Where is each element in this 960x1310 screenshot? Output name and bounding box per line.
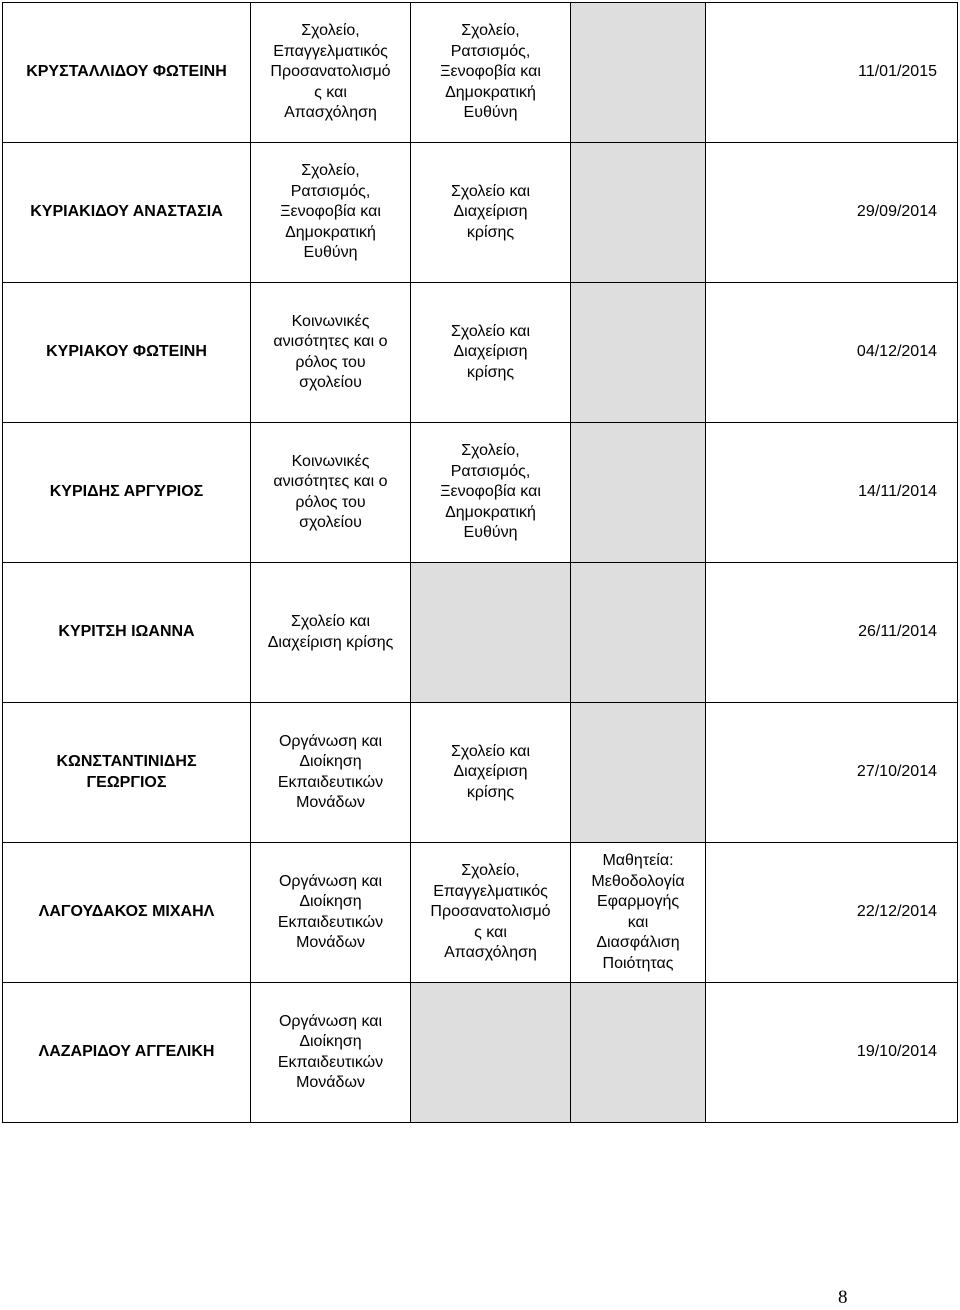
course-cell: Σχολείο, Ρατσισμός, Ξενοφοβία και Δημοκρατική Ευθύνη xyxy=(411,423,571,563)
table-row xyxy=(3,983,958,1123)
date-cell: 19/10/2014 xyxy=(706,983,958,1123)
course-cell: Σχολείο και Διαχείριση κρίσης xyxy=(411,143,571,283)
empty-cell xyxy=(571,3,706,143)
date-cell: 14/11/2014 xyxy=(706,423,958,563)
date-cell: 27/10/2014 xyxy=(706,703,958,843)
participant-name: ΚΥΡΙΤΣΗ ΙΩΑΝΝΑ xyxy=(3,563,251,703)
empty-cell xyxy=(571,983,706,1123)
course-cell: Σχολείο και Διαχείριση κρίσης xyxy=(251,563,411,703)
empty-cell xyxy=(571,703,706,843)
course-cell: Οργάνωση και Διοίκηση Εκπαιδευτικών Μονάδων xyxy=(251,703,411,843)
table-row xyxy=(3,843,958,983)
course-cell: Σχολείο και Διαχείριση κρίσης xyxy=(411,283,571,423)
empty-cell xyxy=(411,563,571,703)
date-cell: 29/09/2014 xyxy=(706,143,958,283)
empty-cell xyxy=(411,983,571,1123)
date-cell: 22/12/2014 xyxy=(706,843,958,983)
empty-cell xyxy=(571,563,706,703)
table-row xyxy=(3,283,958,423)
participant-name: ΚΥΡΙΑΚΙΔΟΥ ΑΝΑΣΤΑΣΙΑ xyxy=(3,143,251,283)
participant-name: ΚΥΡΙΑΚΟΥ ΦΩΤΕΙΝΗ xyxy=(3,283,251,423)
participant-name: ΛΑΓΟΥΔΑΚΟΣ ΜΙΧΑΗΛ xyxy=(3,843,251,983)
date-cell: 04/12/2014 xyxy=(706,283,958,423)
table-row xyxy=(3,423,958,563)
participant-name: ΚΥΡΙΔΗΣ ΑΡΓΥΡΙΟΣ xyxy=(3,423,251,563)
participant-name: ΛΑΖΑΡΙΔΟΥ ΑΓΓΕΛΙΚΗ xyxy=(3,983,251,1123)
course-cell: Σχολείο και Διαχείριση κρίσης xyxy=(411,703,571,843)
course-cell: Κοινωνικές ανισότητες και ο ρόλος του σχολείου xyxy=(251,423,411,563)
course-cell: Σχολείο, Ρατσισμός, Ξενοφοβία και Δημοκρατική Ευθύνη xyxy=(411,3,571,143)
course-cell: Οργάνωση και Διοίκηση Εκπαιδευτικών Μονάδων xyxy=(251,983,411,1123)
course-cell: Μαθητεία: Μεθοδολογία Εφαρμογής και Διασφάλιση Ποιότητας xyxy=(571,843,706,983)
participants-table xyxy=(2,2,958,1123)
course-cell: Σχολείο, Ρατσισμός, Ξενοφοβία και Δημοκρατική Ευθύνη xyxy=(251,143,411,283)
participant-name: ΚΡΥΣΤΑΛΛΙΔΟΥ ΦΩΤΕΙΝΗ xyxy=(3,3,251,143)
course-cell: Κοινωνικές ανισότητες και ο ρόλος του σχολείου xyxy=(251,283,411,423)
table-row xyxy=(3,143,958,283)
date-cell: 26/11/2014 xyxy=(706,563,958,703)
date-cell: 11/01/2015 xyxy=(706,3,958,143)
page-number: 8 xyxy=(838,1287,848,1308)
course-cell: Οργάνωση και Διοίκηση Εκπαιδευτικών Μονάδων xyxy=(251,843,411,983)
empty-cell xyxy=(571,143,706,283)
course-cell: Σχολείο, Επαγγελματικός Προσανατολισμό ς και Απασχόληση xyxy=(251,3,411,143)
empty-cell xyxy=(571,283,706,423)
table-row xyxy=(3,563,958,703)
course-cell: Σχολείο, Επαγγελματικός Προσανατολισμό ς και Απασχόληση xyxy=(411,843,571,983)
table-row xyxy=(3,703,958,843)
empty-cell xyxy=(571,423,706,563)
participant-name: ΚΩΝΣΤΑΝΤΙΝΙΔΗΣ ΓΕΩΡΓΙΟΣ xyxy=(3,703,251,843)
table-row xyxy=(3,3,958,143)
